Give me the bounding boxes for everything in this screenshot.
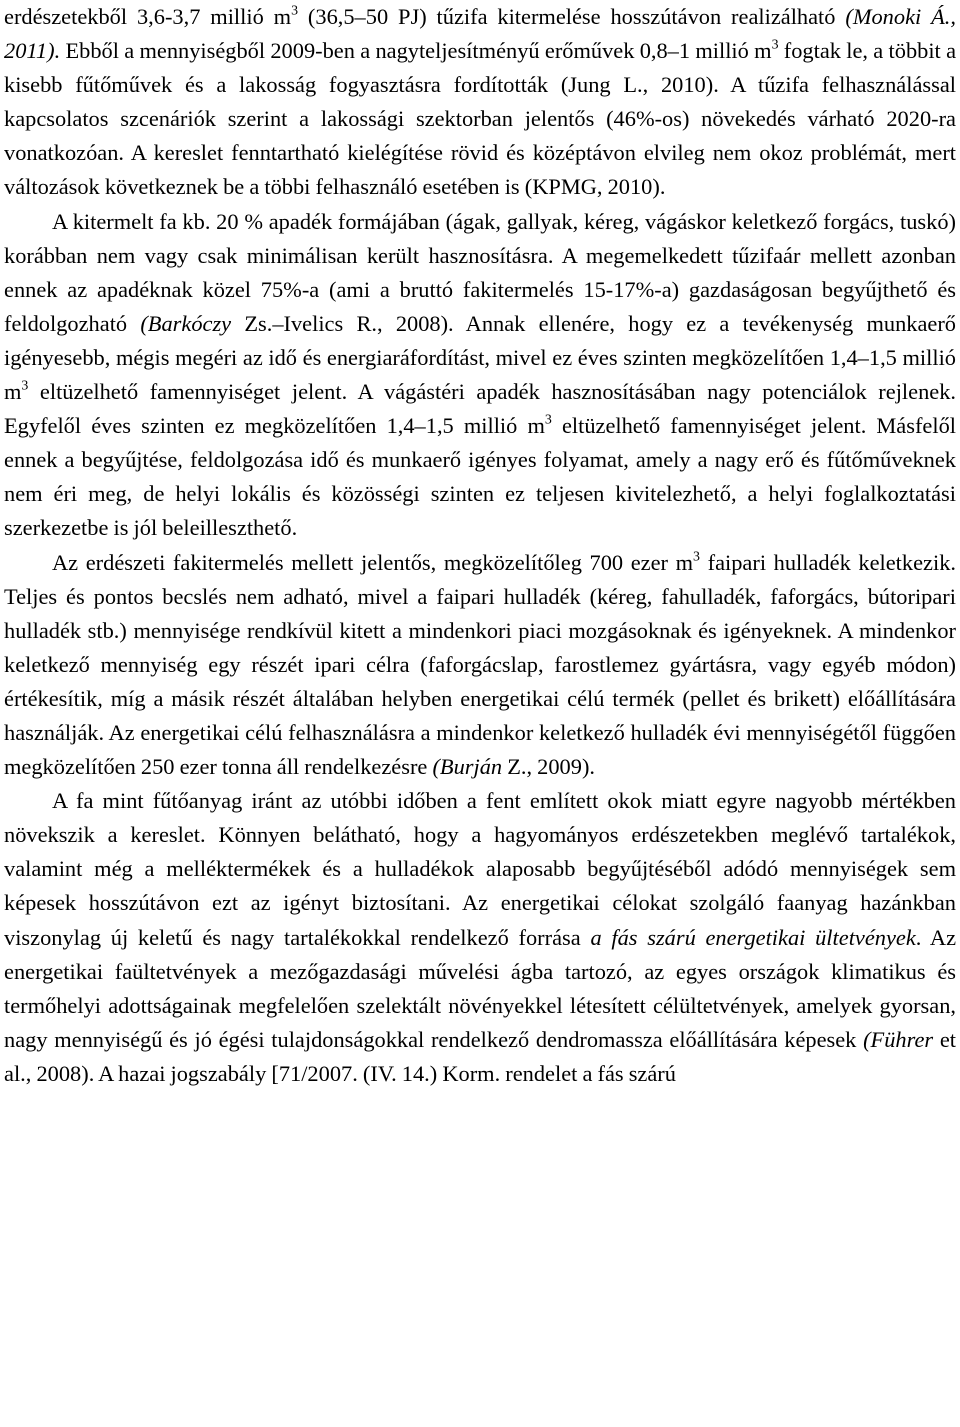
text-run: faipari hulladék keletkezik. Teljes és pontos becslés nem adható, mivel a faipari hulladék (kéreg, fahulladék, faforgács, bútoripari hulladék stb.) mennyisége rendkívül kitett a mindenkori piaci mozgásoknak és igényeknek. A mindenkor keletkező mennyiség egy részét ipari célra (faforgácslap, farostlemez gyártásra, vagy egyéb módon) értékesítik, míg a másik részét általában helyben energetikai célú termék (pellet és brikett) előállítására használják. Az energetikai célú felhasználásra a mindenkor keletkező hulladék évi mennyiségétől függően megközelítően 250 ezer tonna áll rendelkezésre	[4, 549, 956, 780]
text-run: (36,5–50 PJ) tűzifa kitermelése hosszútávon realizálható	[298, 4, 846, 29]
italic-text: a fás szárú energetikai ültetvények	[590, 924, 916, 950]
text-run: eltüzelhető famennyiséget jelent. A vágástéri apadék hasznosításában nagy potenciálok rejlenek. Egyfelől éves szinten ez megközelítően 1,4–1,5 millió m	[4, 379, 956, 439]
paragraph-2	[4, 205, 956, 546]
text-run: A fa mint fűtőanyag iránt az utóbbi időben a fent említett okok miatt egyre nagyobb mértékben növekszik a kereslet. Könnyen belátható, hogy a hagyományos erdészetekben meglévő tartalékok, valamint még a melléktermékek és a hulladékok alaposabb begyűjtéséből adódó mennyiségek sem képesek hosszútávon ezt az igényt biztosítani. Az energetikai célokat szolgáló faanyag hazánkban viszonylag új keletű és nagy tartalékokkal rendelkező forrása	[4, 788, 956, 950]
superscript-exponent: 3	[21, 378, 29, 394]
text-run: erdészetekből 3,6-3,7 millió m	[4, 4, 292, 29]
text-run: fogtak le, a többit a kisebb fűtőművek és a lakosság fogyasztásra fordították (Jung L., 2010). A tűzifa felhasználással kapcsolatos szcenáriók szerint a lakossági szektorban jelentős (46%-os) növekedés várható 2020-ra vonatkozóan. A kereslet fenntartható kielégítése rövid és középtávon elvileg nem okoz problémát, mert változások következnek be a többi felhasználó esetében is (KPMG, 2010).	[4, 38, 957, 200]
text-run: Zs.–Ivelics R., 2008). Annak ellenére, hogy ez a tevékenység munkaerő igényesebb, mégis megéri az idő és energiaráfordítást, mivel ez éves szinten megközelítően 1,4–1,5 millió m	[4, 310, 956, 405]
italic-text: (Monoki Á., 2011).	[4, 4, 956, 64]
paragraph-1	[4, 0, 956, 205]
superscript-exponent: 3	[291, 3, 299, 19]
superscript-exponent: 3	[693, 548, 700, 564]
paragraph-3	[4, 546, 956, 785]
text-run: . Az energetikai faültetvények a mezőgazdasági művelési ágba tartozó, az egyes országok klimatikus és termőhelyi adottságainak megfelelően szelektált növényekkel létesített célültetvények, amelyek gyorsan, nagy mennyiségű és jó égési tulajdonságokkal rendelkező dendromassza előállítására képesek	[4, 924, 957, 1052]
paragraph-4	[4, 784, 956, 1091]
superscript-exponent: 3	[771, 37, 779, 53]
text-run: Az erdészeti fakitermelés mellett jelentős, megközelítőleg 700 ezer m	[52, 549, 694, 575]
italic-text: (Führer	[863, 1026, 934, 1052]
italic-text: (Burján	[432, 754, 503, 780]
superscript-exponent: 3	[544, 412, 552, 428]
italic-text: (Barkóczy	[140, 310, 232, 336]
text-run: Ebből a mennyiségből 2009-ben a nagyteljesítményű erőművek 0,8–1 millió m	[60, 38, 772, 64]
text-run: Z., 2009).	[502, 754, 595, 780]
text-run: eltüzelhető famennyiséget jelent. Másfelől ennek a begyűjtése, feldolgozása idő és munkaerő igényes folyamat, amely a nagy erő és fűtőműveknek nem éri meg, de helyi lokális és közösségi szinten ez teljesen kivitelezhető, a helyi foglalkoztatási szerkezetbe is jól beleilleszthető.	[4, 413, 956, 541]
text-run: et al., 2008). A hazai jogszabály [71/2007. (IV. 14.) Korm. rendelet a fás szárú	[4, 1026, 956, 1086]
text-run: A kitermelt fa kb. 20 % apadék formájában (ágak, gallyak, kéreg, vágáskor keletkező forgács, tuskó) korábban nem vagy csak minimálisan került hasznosításra. A megemelkedett tűzifaár mellett azonban ennek az apadéknak közel 75%-a (ami a bruttó fakitermelés 15-17%-a) gazdaságosan begyűjthető és feldolgozható	[4, 208, 956, 336]
